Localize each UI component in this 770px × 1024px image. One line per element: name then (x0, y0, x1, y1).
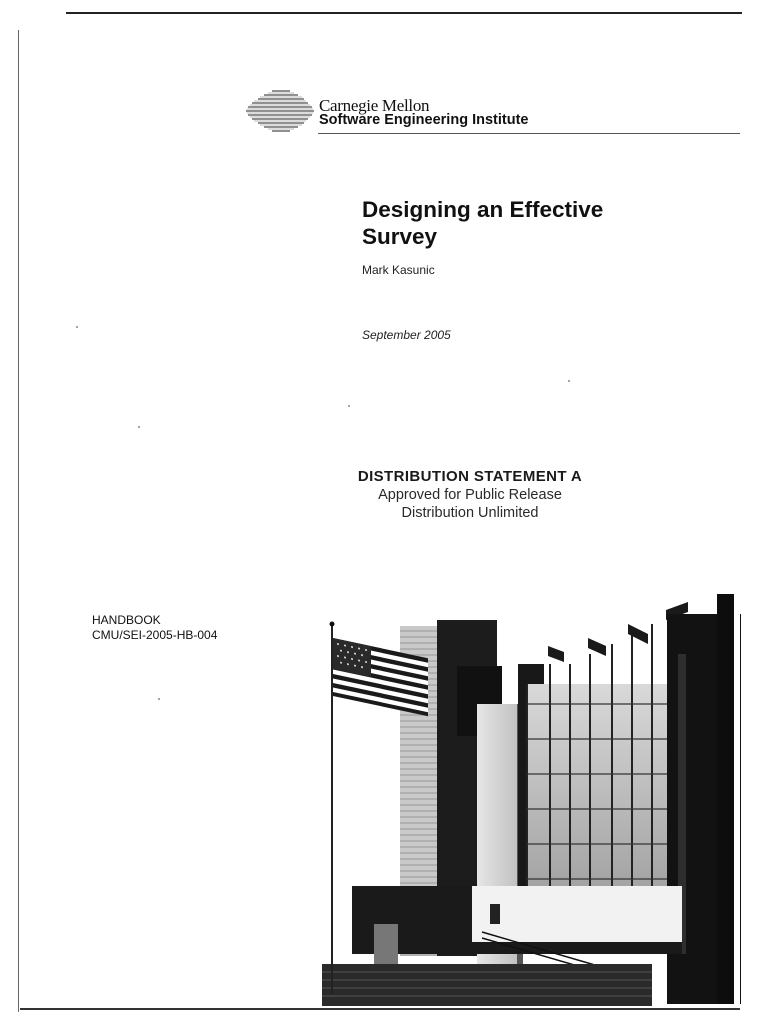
author-name: Mark Kasunic (362, 263, 435, 277)
bottom-border-line (20, 1008, 740, 1010)
title-line-1: Designing an Effective (362, 197, 604, 222)
header-divider (318, 133, 740, 134)
distribution-line-1: Approved for Public Release (378, 487, 562, 503)
distribution-heading: DISTRIBUTION STATEMENT A (357, 468, 583, 485)
sei-building-with-flag-photo (322, 594, 746, 1006)
report-number: CMU/SEI-2005-HB-004 (92, 628, 218, 642)
report-type: HANDBOOK (92, 613, 161, 627)
university-name: Carnegie Mellon (319, 96, 430, 115)
document-title (362, 196, 662, 250)
top-border-line (66, 12, 742, 14)
publication-date: September 2005 (362, 328, 451, 342)
distribution-statement (340, 468, 600, 522)
left-border-line (18, 30, 19, 1012)
report-identifier (92, 613, 217, 643)
title-line-2: Survey (362, 224, 438, 249)
institute-name: Software Engineering Institute (319, 112, 529, 128)
carnegie-mellon-logo-icon (246, 88, 316, 134)
distribution-line-2: Distribution Unlimited (401, 505, 539, 521)
